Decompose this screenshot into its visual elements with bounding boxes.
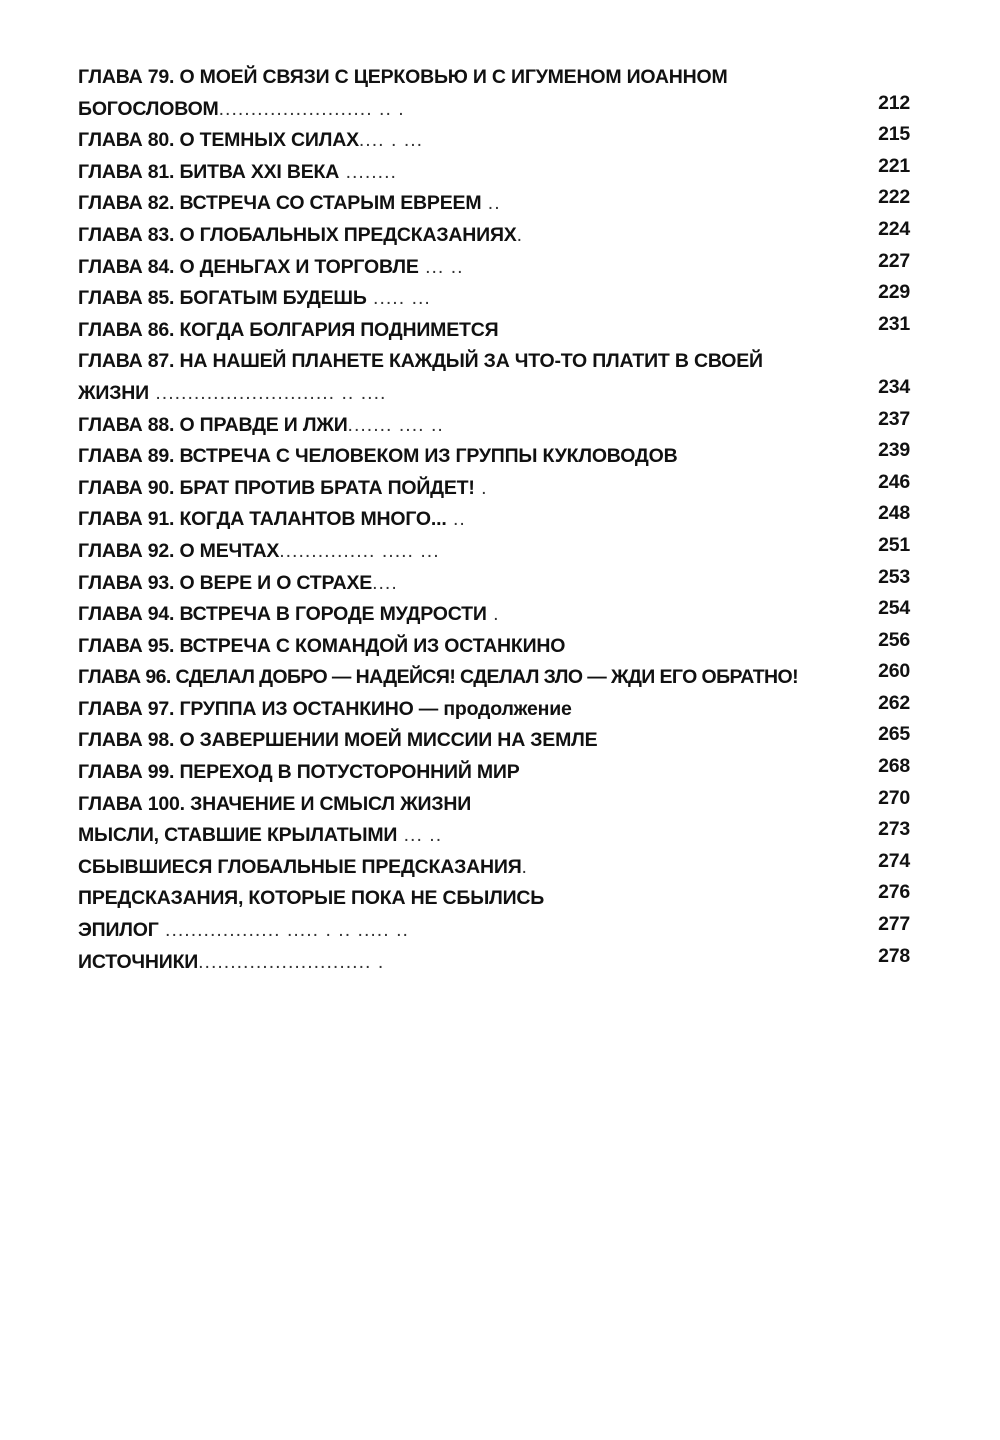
dot-leader: ........................ .. . <box>218 97 405 120</box>
toc-entry-title <box>78 757 910 789</box>
dot-leader: ....... .... .. <box>347 413 444 436</box>
toc-entry-title-lowercase: продолжение <box>443 697 572 720</box>
toc-entry-title-text: ГЛАВА 84. О ДЕНЬГАХ И ТОРГОВЛЕ <box>78 255 419 278</box>
toc-entry-title <box>78 599 910 631</box>
toc-entry-page: 260 <box>878 660 910 683</box>
toc-entry-title <box>78 504 910 536</box>
toc-entry-title-text: ГЛАВА 85. БОГАТЫМ БУДЕШЬ <box>78 287 367 310</box>
toc-entry-title <box>78 915 910 947</box>
toc-entry-title-text: СБЫВШИЕСЯ ГЛОБАЛЬНЫЕ ПРЕДСКАЗАНИЯ <box>78 855 522 878</box>
toc-entry-title <box>78 283 910 315</box>
toc-entry-chapter-95[interactable] <box>78 628 910 663</box>
toc-entry-title <box>78 125 910 157</box>
toc-entry-chapter-91[interactable] <box>78 504 910 536</box>
toc-entry-chapter-86[interactable] <box>78 312 910 347</box>
toc-entry-chapter-84[interactable] <box>78 249 910 284</box>
dot-leader: ..... ... <box>366 287 431 310</box>
toc-entry-title <box>78 62 910 125</box>
toc-entry-chapter-98[interactable] <box>78 725 910 757</box>
toc-entry-title <box>78 631 910 663</box>
toc-entry-title-text: ГЛАВА 100. ЗНАЧЕНИЕ И СМЫСЛ ЖИЗНИ <box>78 792 472 815</box>
dot-leader: . <box>516 223 523 246</box>
toc-entry-page: 237 <box>878 407 910 430</box>
toc-entry-title <box>78 852 910 884</box>
toc-entry-title-text: ГЛАВА 94. ВСТРЕЧА В ГОРОДЕ МУДРОСТИ <box>78 603 487 626</box>
toc-entry-page: 212 <box>878 91 910 114</box>
toc-entry-title <box>78 315 910 347</box>
toc-entry-title-continuation-text: ЖИЗНИ <box>78 381 149 404</box>
toc-entry-page: 273 <box>878 818 910 841</box>
toc-entry-chapter-79[interactable] <box>78 62 910 125</box>
dot-leader: . <box>486 603 500 626</box>
toc-entry-chapter-94[interactable] <box>78 599 910 631</box>
toc-entry-title <box>78 883 910 915</box>
toc-entry-chapter-81[interactable] <box>78 154 910 189</box>
toc-entry-page: 268 <box>878 755 910 778</box>
dot-leader: ............... ..... ... <box>279 539 440 562</box>
toc-entry-epilogue[interactable] <box>78 915 910 947</box>
toc-entry-page: 276 <box>878 881 910 904</box>
toc-entry-page: 256 <box>878 628 910 651</box>
dot-leader: .................. ..... . .. ..... .. <box>158 919 409 942</box>
toc-entry-page: 215 <box>878 123 910 146</box>
toc-entry-page: 221 <box>878 154 910 177</box>
toc-entry-chapter-90[interactable] <box>78 470 910 505</box>
toc-entry-chapter-82[interactable] <box>78 188 910 220</box>
toc-entry-page: 239 <box>878 439 910 462</box>
dot-leader: ... .. <box>397 824 443 847</box>
dot-leader: . <box>474 476 488 499</box>
toc-entry-title-text: ГЛАВА 91. КОГДА ТАЛАНТОВ МНОГО... <box>78 508 447 531</box>
toc-entry-sources[interactable] <box>78 944 910 979</box>
dot-leader: .... <box>372 571 398 594</box>
toc-entry-page: 253 <box>878 565 910 588</box>
toc-entry-page: 227 <box>878 249 910 272</box>
toc-entry-title-text: ГЛАВА 83. О ГЛОБАЛЬНЫХ ПРЕДСКАЗАНИЯХ <box>78 223 517 246</box>
toc-entry-chapter-99[interactable] <box>78 757 910 789</box>
toc-entry-page: 251 <box>878 533 910 556</box>
toc-entry-page: 229 <box>878 281 910 304</box>
toc-entry-page: 231 <box>878 312 910 335</box>
toc-entry-chapter-96[interactable] <box>78 662 910 694</box>
toc-entry-page: 270 <box>878 786 910 809</box>
toc-entry-title <box>78 346 910 409</box>
toc-entry-fulfilled-predictions[interactable] <box>78 849 910 884</box>
toc-entry-chapter-89[interactable] <box>78 441 910 473</box>
toc-entry-title <box>78 947 910 979</box>
toc-entry-title-continuation <box>78 378 840 410</box>
toc-entry-chapter-92[interactable] <box>78 533 910 568</box>
toc-entry-title-text: ГЛАВА 86. КОГДА БОЛГАРИЯ ПОДНИМЕТСЯ <box>78 318 499 341</box>
toc-entry-page: 248 <box>878 502 910 525</box>
toc-entry-title-continuation-text: БОГОСЛОВОМ <box>78 97 219 120</box>
toc-entry-title-text: ГЛАВА 89. ВСТРЕЧА С ЧЕЛОВЕКОМ ИЗ ГРУППЫ КУКЛОВОДОВ <box>78 445 678 468</box>
toc-entry-title-text: ГЛАВА 82. ВСТРЕЧА СО СТАРЫМ ЕВРЕЕМ <box>78 192 482 215</box>
toc-entry-title-text: ИСТОЧНИКИ <box>78 950 199 973</box>
dot-leader: ... .. <box>418 255 464 278</box>
toc-entry-title-text: ГЛАВА 93. О ВЕРЕ И О СТРАХЕ <box>78 571 373 594</box>
dot-leader: .. <box>446 508 466 531</box>
toc-entry-title-text: ПРЕДСКАЗАНИЯ, КОТОРЫЕ ПОКА НЕ СБЫЛИСЬ <box>78 887 545 910</box>
toc-entry-chapter-93[interactable] <box>78 565 910 600</box>
dot-leader: ........................... . <box>198 950 385 973</box>
toc-entry-title-text: ГЛАВА 98. О ЗАВЕРШЕНИИ МОЕЙ МИССИИ НА ЗЕМЛЕ <box>78 729 598 752</box>
toc-entry-chapter-80[interactable] <box>78 125 910 157</box>
toc-entry-title <box>78 220 910 252</box>
toc-entry-page: 254 <box>878 597 910 620</box>
toc-entry-title <box>78 536 910 568</box>
toc-entry-chapter-100[interactable] <box>78 786 910 821</box>
toc-entry-chapter-97[interactable] <box>78 691 910 726</box>
toc-entry-title-line: ГЛАВА 87. НА НАШЕЙ ПЛАНЕТЕ КАЖДЫЙ ЗА ЧТО-ТО ПЛАТИТ В СВОЕЙ <box>78 350 763 373</box>
toc-entry-title-text: ГЛАВА 97. ГРУППА ИЗ ОСТАНКИНО — <box>78 697 444 720</box>
toc-entry-title-text: ГЛАВА 80. О ТЕМНЫХ СИЛАХ <box>78 129 359 152</box>
toc-entry-title-text: ГЛАВА 96. СДЕЛАЛ ДОБРО — НАДЕЙСЯ! СДЕЛАЛ ЗЛО — ЖДИ ЕГО ОБРАТНО! <box>78 666 798 689</box>
toc-entry-chapter-85[interactable] <box>78 283 910 315</box>
toc-entry-page: 262 <box>878 691 910 714</box>
toc-entry-title <box>78 694 910 726</box>
toc-entry-title <box>78 188 910 220</box>
toc-entry-title <box>78 441 910 473</box>
dot-leader: .. <box>481 192 501 215</box>
toc-entry-title <box>78 157 910 189</box>
toc-entry-page: 274 <box>878 849 910 872</box>
toc-entry-title <box>78 820 910 852</box>
toc-entry-title-continuation <box>78 94 840 126</box>
toc-entry-title <box>78 725 910 757</box>
toc-entry-title <box>78 662 910 694</box>
toc-entry-title-text: ГЛАВА 90. БРАТ ПРОТИВ БРАТА ПОЙДЕТ! <box>78 476 475 499</box>
toc-entry-title <box>78 252 910 284</box>
toc-entry-title <box>78 568 910 600</box>
toc-entry-page: 246 <box>878 470 910 493</box>
toc-entry-page: 234 <box>878 375 910 398</box>
toc-entry-page: 222 <box>878 186 910 209</box>
dot-leader: ............................ .. .... <box>148 381 387 404</box>
dot-leader: . <box>521 855 528 878</box>
toc-entry-title <box>78 789 910 821</box>
toc-entry-title-text: ГЛАВА 95. ВСТРЕЧА С КОМАНДОЙ ИЗ ОСТАНКИНО <box>78 634 566 657</box>
toc-entry-title-line: ГЛАВА 79. О МОЕЙ СВЯЗИ С ЦЕРКОВЬЮ И С ИГУМЕНОМ ИОАННОМ <box>78 66 728 88</box>
toc-entry-quotes[interactable] <box>78 820 910 852</box>
toc-entry-title-text: ГЛАВА 81. БИТВА XXI ВЕКА <box>78 160 340 183</box>
toc-entry-title-text: ГЛАВА 99. ПЕРЕХОД В ПОТУСТОРОННИЙ МИР <box>78 761 520 784</box>
toc-entry-title-text: ГЛАВА 88. О ПРАВДЕ И ЛЖИ <box>78 413 348 436</box>
toc-entry-chapter-83[interactable] <box>78 217 910 252</box>
toc-entry-unfulfilled-predictions[interactable] <box>78 883 910 915</box>
toc-entry-title <box>78 473 910 505</box>
toc-entry-title-text: ГЛАВА 92. О МЕЧТАХ <box>78 539 280 562</box>
toc-entry-title-text: МЫСЛИ, СТАВШИЕ КРЫЛАТЫМИ <box>78 824 398 847</box>
toc-entry-title <box>78 410 910 442</box>
toc-entry-page: 278 <box>878 944 910 967</box>
toc-entry-chapter-88[interactable] <box>78 407 910 442</box>
toc-entry-page: 277 <box>878 913 910 936</box>
toc-entry-page: 265 <box>878 723 910 746</box>
table-of-contents <box>78 62 910 978</box>
toc-entry-title-text: ЭПИЛОГ <box>78 919 159 942</box>
toc-entry-chapter-87[interactable] <box>78 346 910 409</box>
dot-leader: ........ <box>339 160 397 183</box>
toc-entry-page: 224 <box>878 217 910 240</box>
dot-leader: .... . ... <box>358 129 424 152</box>
